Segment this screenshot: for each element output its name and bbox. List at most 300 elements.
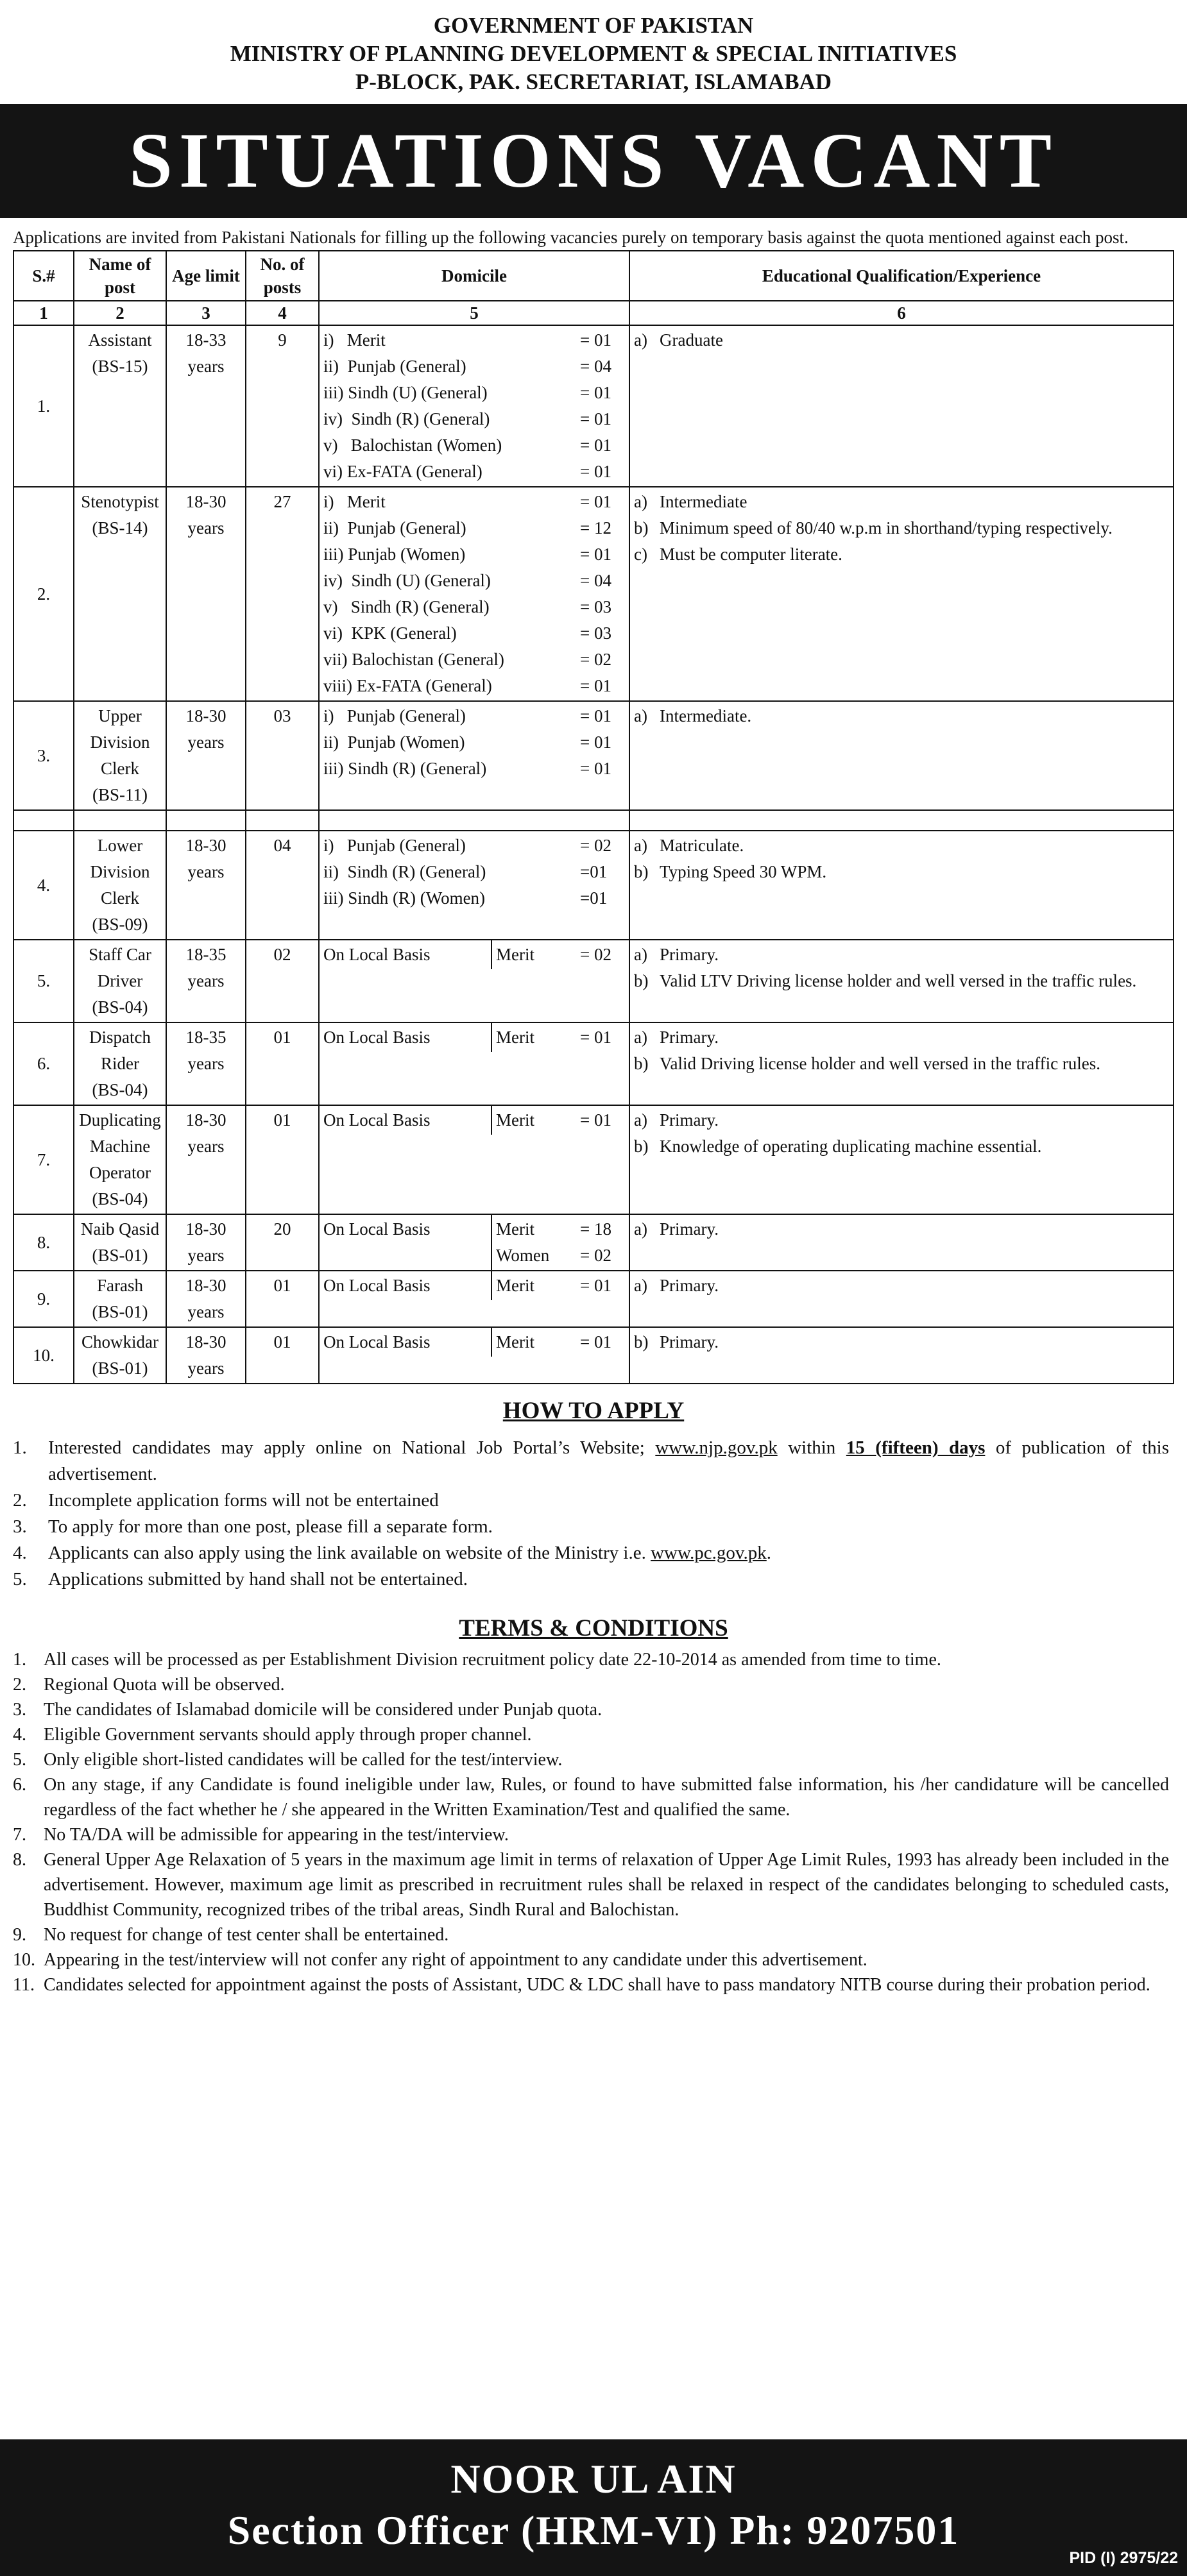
vacancy-table xyxy=(13,250,1174,1384)
age-limit-cell xyxy=(166,1022,246,1105)
local-basis-label: On Local Basis xyxy=(320,1023,492,1052)
posts-count-cell: 9 xyxy=(246,325,319,487)
item-text: Candidates selected for appointment against the posts of Assistant, UDC & LDC shall have to pass mandatory NITB course during their probation period. xyxy=(44,1975,1150,1995)
local-basis-label: On Local Basis xyxy=(320,1328,492,1357)
local-quota xyxy=(492,1271,629,1300)
post-name-line: Staff Car xyxy=(89,945,151,964)
domicile-cell xyxy=(319,940,629,1022)
local-quota xyxy=(492,1106,629,1135)
table-row xyxy=(13,1105,1174,1214)
item-text: Eligible Government servants should apply through proper channel. xyxy=(44,1725,532,1745)
domicile-line xyxy=(323,833,625,859)
post-name-line: (BS-11) xyxy=(92,785,148,804)
njp-link[interactable]: www.njp.gov.pk xyxy=(655,1437,778,1458)
item-number: 7. xyxy=(13,1825,26,1845)
qualification-line xyxy=(634,1133,1169,1160)
qualification-text: Valid Driving license holder and well versed in the traffic rules. xyxy=(660,1054,1101,1073)
list-item xyxy=(13,1947,1169,1972)
item-number: 10. xyxy=(13,1950,35,1970)
post-name-line: Duplicating xyxy=(79,1110,161,1130)
qualification-text: Must be computer literate. xyxy=(660,545,842,564)
local-basis-split xyxy=(320,1271,629,1300)
column-number: 3 xyxy=(166,301,246,325)
post-name-line: (BS-01) xyxy=(92,1302,148,1321)
quota-value: = 02 xyxy=(580,1246,611,1265)
posts-count-cell: 01 xyxy=(246,1105,319,1214)
domicile-label: viii) Ex-FATA (General) xyxy=(323,676,492,695)
post-name-line: Assistant xyxy=(88,330,152,350)
table-row xyxy=(13,1214,1174,1271)
domicile-quota: = 01 xyxy=(580,383,611,402)
table-gap xyxy=(13,810,1174,831)
age-limit-cell xyxy=(166,487,246,701)
item-text: within xyxy=(777,1437,846,1458)
signature-block xyxy=(0,2439,1187,2576)
domicile-cell xyxy=(319,1271,629,1327)
qualification-line xyxy=(634,1273,1169,1299)
domicile-line xyxy=(323,541,625,568)
pid-number: PID (I) 2975/22 xyxy=(1069,2549,1178,2567)
quota-line xyxy=(496,1107,625,1133)
column-number: 2 xyxy=(74,301,166,325)
domicile-line xyxy=(323,756,625,782)
pc-gov-link[interactable]: www.pc.gov.pk xyxy=(651,1543,767,1563)
qualification-text: Intermediate. xyxy=(660,706,752,725)
qualification-text: Primary. xyxy=(660,1332,719,1352)
qualification-text: Primary. xyxy=(660,1276,719,1295)
domicile-quota: = 01 xyxy=(580,676,611,695)
list-item: 1. Interested candidates may apply online on National Job Portal’s Website; www.njp.gov.pk within 15 (fifteen) days of publication of this advertisement. xyxy=(13,1437,1169,1484)
post-name-line: Clerk xyxy=(101,759,139,778)
ministry-address: P-BLOCK, PAK. SECRETARIAT, ISLAMABAD xyxy=(355,69,832,94)
domicile-label: ii) Sindh (R) (General) xyxy=(323,862,486,881)
domicile-label: i) Merit xyxy=(323,330,386,350)
age-limit-line: years xyxy=(187,518,225,538)
table-row xyxy=(13,1022,1174,1105)
domicile-label: iii) Sindh (R) (Women) xyxy=(323,888,486,908)
domicile-quota: = 04 xyxy=(580,571,611,590)
item-text: Incomplete application forms will not be entertained xyxy=(48,1490,439,1511)
item-text: Appearing in the test/interview will not confer any right of appointment to any candidate under this advertisement. xyxy=(44,1950,867,1970)
list-item: 3. To apply for more than one post, please fill a separate form. xyxy=(13,1514,1169,1540)
table-gap-cell xyxy=(166,810,246,831)
list-item xyxy=(13,1922,1169,1947)
age-limit-line: 18-35 xyxy=(185,945,226,964)
terms-list xyxy=(0,1647,1187,1997)
quota-value: = 01 xyxy=(580,1276,611,1295)
domicile-line xyxy=(323,515,625,541)
domicile-label: i) Punjab (General) xyxy=(323,836,466,855)
qualification-marker: b) xyxy=(634,971,649,990)
title-banner: SITUATIONS VACANT xyxy=(0,104,1187,218)
posts-count-cell: 01 xyxy=(246,1271,319,1327)
domicile-label: iv) Sindh (U) (General) xyxy=(323,571,491,590)
officer-name: NOOR UL AIN xyxy=(450,2456,737,2502)
qualification-line xyxy=(634,515,1169,541)
age-limit-line: 18-30 xyxy=(185,492,226,511)
quota-line xyxy=(496,1273,625,1299)
post-name-line: Dispatch xyxy=(89,1028,151,1047)
local-quota xyxy=(492,1328,629,1357)
age-limit-cell xyxy=(166,1327,246,1384)
list-item xyxy=(13,1822,1169,1847)
post-name-line: (BS-14) xyxy=(92,518,148,538)
age-limit-line: years xyxy=(187,1137,225,1156)
qualification-marker: b) xyxy=(634,1332,649,1352)
domicile-line xyxy=(323,432,625,459)
age-limit-cell xyxy=(166,831,246,940)
quota-label: Merit xyxy=(496,1028,534,1047)
local-basis-split xyxy=(320,1023,629,1052)
serial-number-cell: 10. xyxy=(13,1327,74,1384)
item-text: Applications submitted by hand shall not be entertained. xyxy=(48,1569,468,1589)
domicile-label: vi) Ex-FATA (General) xyxy=(323,462,482,481)
qualification-text: Primary. xyxy=(660,1219,719,1239)
list-item: 4. Applicants can also apply using the link available on website of the Ministry i.e. www.pc.gov.pk. xyxy=(13,1543,772,1563)
post-name-line: Operator xyxy=(89,1163,151,1182)
header-age: Age limit xyxy=(166,251,246,301)
header-domicile: Domicile xyxy=(319,251,629,301)
domicile-line xyxy=(323,703,625,729)
list-item xyxy=(13,1847,1169,1922)
post-name-cell xyxy=(74,1214,166,1271)
qualification-marker: b) xyxy=(634,1137,649,1156)
post-name-line: Clerk xyxy=(101,888,139,908)
quota-label: Merit xyxy=(496,1219,534,1239)
local-basis-split xyxy=(320,1328,629,1357)
qualification-text: Intermediate xyxy=(660,492,747,511)
domicile-label: i) Merit xyxy=(323,492,386,511)
domicile-quota: = 01 xyxy=(580,492,611,511)
quota-value: = 02 xyxy=(580,945,611,964)
age-limit-cell xyxy=(166,940,246,1022)
domicile-line xyxy=(323,327,625,353)
table-row xyxy=(13,325,1174,487)
post-name-line: Stenotypist xyxy=(81,492,159,511)
item-text: The candidates of Islamabad domicile will be considered under Punjab quota. xyxy=(44,1700,602,1720)
post-name-line: Farash xyxy=(97,1276,143,1295)
qualification-line xyxy=(634,968,1169,994)
domicile-line xyxy=(323,380,625,406)
qualification-marker: a) xyxy=(634,330,647,350)
qualification-line xyxy=(634,1216,1169,1242)
quota-line xyxy=(496,942,625,968)
item-text: of publication of this advertisement. xyxy=(48,1437,1169,1484)
qualification-marker: a) xyxy=(634,836,647,855)
qualification-cell xyxy=(629,701,1174,810)
age-limit-line: 18-35 xyxy=(185,1028,226,1047)
age-limit-line: 18-30 xyxy=(185,1276,226,1295)
domicile-quota: = 01 xyxy=(580,409,611,428)
how-to-apply-list xyxy=(0,1435,1187,1593)
qualification-marker: a) xyxy=(634,1028,647,1047)
domicile-quota: = 02 xyxy=(580,650,611,669)
qualification-marker: a) xyxy=(634,1110,647,1130)
qualification-text: Primary. xyxy=(660,1110,719,1130)
post-name-line: Division xyxy=(90,862,150,881)
table-gap-cell xyxy=(74,810,166,831)
domicile-line xyxy=(323,406,625,432)
age-limit-line: years xyxy=(187,1359,225,1378)
intro-text: Applications are invited from Pakistani Nationals for filling up the following vacancies purely on temporary basis against the quota mentioned against each post. xyxy=(13,228,1129,247)
domicile-line xyxy=(323,859,625,885)
age-limit-line: 18-30 xyxy=(185,836,226,855)
quota-value: = 18 xyxy=(580,1219,611,1239)
item-number: 4. xyxy=(13,1725,26,1745)
age-limit-line: 18-33 xyxy=(185,330,226,350)
serial-number-cell: 6. xyxy=(13,1022,74,1105)
age-limit-line: years xyxy=(187,1054,225,1073)
qualification-marker: a) xyxy=(634,706,647,725)
age-limit-line: 18-30 xyxy=(185,706,226,725)
domicile-label: ii) Punjab (General) xyxy=(323,518,466,538)
letterhead xyxy=(0,0,1187,96)
post-name-line: Driver xyxy=(97,971,143,990)
item-text: To apply for more than one post, please fill a separate form. xyxy=(48,1516,493,1537)
item-number: 3. xyxy=(13,1700,26,1720)
domicile-line xyxy=(323,459,625,485)
qualification-cell xyxy=(629,1214,1174,1271)
qualification-line xyxy=(634,859,1169,885)
posts-count-cell: 04 xyxy=(246,831,319,940)
domicile-cell xyxy=(319,1214,629,1271)
table-gap-cell xyxy=(629,810,1174,831)
list-item: 2. Incomplete application forms will not be entertained xyxy=(13,1487,1169,1514)
domicile-line xyxy=(323,673,625,699)
qualification-text: Primary. xyxy=(660,1028,719,1047)
qualification-cell xyxy=(629,831,1174,940)
list-item: 5. Applications submitted by hand shall not be entertained. xyxy=(13,1566,1169,1593)
item-text: Applicants can also apply using the link available on website of the Ministry i.e. xyxy=(48,1543,651,1563)
column-number: 5 xyxy=(319,301,629,325)
item-number: 11. xyxy=(13,1975,35,1995)
qualification-line xyxy=(634,1024,1169,1051)
item-number: 6. xyxy=(13,1775,26,1795)
age-limit-cell xyxy=(166,701,246,810)
domicile-cell xyxy=(319,1105,629,1214)
qualification-cell xyxy=(629,940,1174,1022)
domicile-label: iii) Sindh (R) (General) xyxy=(323,759,487,778)
serial-number-cell: 3. xyxy=(13,701,74,810)
domicile-quota: = 01 xyxy=(580,733,611,752)
serial-number-cell: 8. xyxy=(13,1214,74,1271)
domicile-label: ii) Punjab (General) xyxy=(323,357,466,376)
domicile-quota: = 01 xyxy=(580,545,611,564)
post-name-line: Chowkidar xyxy=(81,1332,158,1352)
domicile-quota: = 02 xyxy=(580,836,611,855)
qualification-text: Knowledge of operating duplicating machine essential. xyxy=(660,1137,1042,1156)
quota-line xyxy=(496,1216,625,1242)
header-post: Name of post xyxy=(74,251,166,301)
domicile-cell xyxy=(319,325,629,487)
age-limit-line: 18-30 xyxy=(185,1332,226,1352)
domicile-quota: = 12 xyxy=(580,518,611,538)
post-name-line: Naib Qasid xyxy=(80,1219,160,1239)
local-quota xyxy=(492,1023,629,1052)
qualification-line xyxy=(634,541,1169,568)
post-name-line: (BS-01) xyxy=(92,1359,148,1378)
qualification-line xyxy=(634,1107,1169,1133)
domicile-quota: = 04 xyxy=(580,357,611,376)
qualification-marker: b) xyxy=(634,518,649,538)
qualification-marker: b) xyxy=(634,1054,649,1073)
domicile-line xyxy=(323,885,625,911)
quota-value: = 01 xyxy=(580,1110,611,1130)
item-number: 2. xyxy=(13,1675,26,1695)
age-limit-line: 18-30 xyxy=(185,1110,226,1130)
qualification-line xyxy=(634,1329,1169,1355)
qualification-cell xyxy=(629,1105,1174,1214)
local-quota xyxy=(492,1215,629,1270)
age-limit-cell xyxy=(166,1214,246,1271)
qualification-cell xyxy=(629,1327,1174,1384)
domicile-quota: =01 xyxy=(580,862,608,881)
qualification-line xyxy=(634,942,1169,968)
local-basis-label: On Local Basis xyxy=(320,940,492,969)
qualification-cell xyxy=(629,487,1174,701)
table-header-row xyxy=(13,251,1174,301)
post-name-cell xyxy=(74,487,166,701)
quota-label: Merit xyxy=(496,1276,534,1295)
domicile-line xyxy=(323,568,625,594)
post-name-line: (BS-15) xyxy=(92,357,148,376)
list-item xyxy=(13,1697,1169,1722)
serial-number-cell: 1. xyxy=(13,325,74,487)
column-number: 4 xyxy=(246,301,319,325)
quota-line xyxy=(496,1242,625,1269)
serial-number-cell: 2. xyxy=(13,487,74,701)
list-item xyxy=(13,1972,1169,1997)
header-posts-count: No. of posts xyxy=(246,251,319,301)
quota-value: = 01 xyxy=(580,1028,611,1047)
table-gap-cell xyxy=(13,810,74,831)
local-basis-split xyxy=(320,1215,629,1270)
qualification-text: Typing Speed 30 WPM. xyxy=(660,862,827,881)
local-basis-split xyxy=(320,940,629,969)
post-name-line: (BS-04) xyxy=(92,1189,148,1208)
post-name-cell xyxy=(74,1105,166,1214)
post-name-cell xyxy=(74,1271,166,1327)
post-name-line: Machine xyxy=(89,1137,151,1156)
domicile-quota: = 03 xyxy=(580,597,611,616)
qualification-marker: a) xyxy=(634,492,647,511)
domicile-quota: = 01 xyxy=(580,330,611,350)
qualification-text: Minimum speed of 80/40 w.p.m in shorthand/typing respectively. xyxy=(660,518,1113,538)
list-item xyxy=(13,1747,1169,1772)
qualification-text: Valid LTV Driving license holder and well versed in the traffic rules. xyxy=(660,971,1137,990)
age-limit-line: years xyxy=(187,733,225,752)
qualification-line xyxy=(634,489,1169,515)
post-name-line: Lower xyxy=(97,836,143,855)
local-basis-label: On Local Basis xyxy=(320,1271,492,1300)
item-text: Interested candidates may apply online on National Job Portal’s Website; xyxy=(48,1437,656,1458)
item-text: Only eligible short-listed candidates will be called for the test/interview. xyxy=(44,1750,563,1770)
domicile-quota: = 01 xyxy=(580,462,611,481)
terms-title: TERMS & CONDITIONS xyxy=(459,1615,728,1641)
post-name-cell xyxy=(74,701,166,810)
post-name-line: (BS-04) xyxy=(92,997,148,1017)
serial-number-cell: 5. xyxy=(13,940,74,1022)
post-name-line: Rider xyxy=(101,1054,139,1073)
qualification-text: Matriculate. xyxy=(660,836,744,855)
item-number: 9. xyxy=(13,1925,26,1945)
qualification-marker: a) xyxy=(634,945,647,964)
domicile-cell xyxy=(319,1022,629,1105)
qualification-cell xyxy=(629,325,1174,487)
domicile-quota: = 01 xyxy=(580,436,611,455)
age-limit-line: years xyxy=(187,1246,225,1265)
post-name-cell xyxy=(74,325,166,487)
ministry-name: MINISTRY OF PLANNING DEVELOPMENT & SPECIAL INITIATIVES xyxy=(230,41,957,66)
domicile-line xyxy=(323,594,625,620)
domicile-quota: = 01 xyxy=(580,706,611,725)
domicile-label: ii) Punjab (Women) xyxy=(323,733,465,752)
table-row xyxy=(13,487,1174,701)
quota-line xyxy=(496,1329,625,1355)
officer-designation: Section Officer (HRM-VI) Ph: 9207501 xyxy=(227,2507,960,2553)
qualification-line xyxy=(634,703,1169,729)
quota-line xyxy=(496,1024,625,1051)
domicile-cell xyxy=(319,1327,629,1384)
item-text: No TA/DA will be admissible for appearing in the test/interview. xyxy=(44,1825,509,1845)
post-name-line: (BS-09) xyxy=(92,915,148,934)
age-limit-cell xyxy=(166,325,246,487)
domicile-label: iii) Sindh (U) (General) xyxy=(323,383,488,402)
qualification-marker: b) xyxy=(634,862,649,881)
age-limit-line: years xyxy=(187,1302,225,1321)
qualification-line xyxy=(634,327,1169,353)
item-text: On any stage, if any Candidate is found ineligible under law, Rules, or found to have submitted false information, his /her candidature will be cancelled regardless of the fact whether he / she appeared in the Written Examination/Test and qualified the same. xyxy=(44,1775,1169,1820)
table-gap-cell xyxy=(246,810,319,831)
qualification-line xyxy=(634,833,1169,859)
list-item xyxy=(13,1722,1169,1747)
qualification-cell xyxy=(629,1022,1174,1105)
domicile-label: iv) Sindh (R) (General) xyxy=(323,409,490,428)
posts-count-cell: 02 xyxy=(246,940,319,1022)
list-item xyxy=(13,1647,1169,1672)
domicile-line xyxy=(323,353,625,380)
local-basis-split xyxy=(320,1106,629,1135)
item-number: 1. xyxy=(13,1650,26,1670)
local-basis-label: On Local Basis xyxy=(320,1215,492,1270)
qualification-marker: a) xyxy=(634,1276,647,1295)
qualification-cell xyxy=(629,1271,1174,1327)
vacancy-rows xyxy=(13,325,1174,1384)
quota-label: Merit xyxy=(496,1110,534,1130)
quota-label: Women xyxy=(496,1246,550,1265)
posts-count-cell: 27 xyxy=(246,487,319,701)
domicile-label: v) Balochistan (Women) xyxy=(323,436,502,455)
posts-count-cell: 03 xyxy=(246,701,319,810)
post-name-cell xyxy=(74,831,166,940)
post-name-cell xyxy=(74,1022,166,1105)
domicile-label: vii) Balochistan (General) xyxy=(323,650,504,669)
domicile-line xyxy=(323,489,625,515)
posts-count-cell: 01 xyxy=(246,1022,319,1105)
serial-number-cell: 7. xyxy=(13,1105,74,1214)
table-row xyxy=(13,1327,1174,1384)
quota-value: = 01 xyxy=(580,1332,611,1352)
item-text: Regional Quota will be observed. xyxy=(44,1675,285,1695)
post-name-line: (BS-01) xyxy=(92,1246,148,1265)
item-number: 5. xyxy=(13,1750,26,1770)
domicile-quota: = 01 xyxy=(580,759,611,778)
how-to-apply-title: HOW TO APPLY xyxy=(502,1398,685,1424)
quota-label: Merit xyxy=(496,945,534,964)
post-name-line: Division xyxy=(90,733,150,752)
domicile-line xyxy=(323,620,625,647)
qualification-marker: a) xyxy=(634,1219,647,1239)
